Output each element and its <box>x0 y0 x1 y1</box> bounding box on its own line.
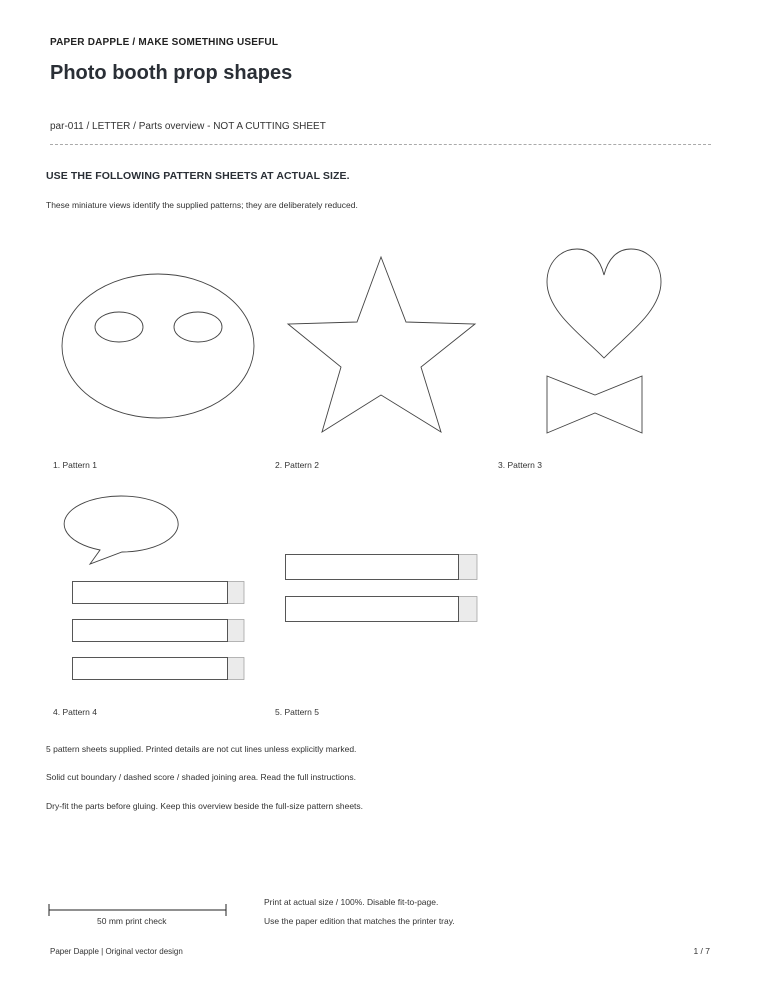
pattern-5-strip-1 <box>285 554 480 581</box>
pattern-3-bowtie-shape <box>546 375 644 435</box>
pattern-4-strip-2 <box>72 619 246 643</box>
page-number: 1 / 7 <box>693 946 710 956</box>
note-line-legend: Solid cut boundary / dashed score / shaded joining area. Read the full instructions. <box>46 772 356 782</box>
instructions-heading: USE THE FOLLOWING PATTERN SHEETS AT ACTUAL SIZE. <box>46 170 350 182</box>
dashed-divider <box>50 144 711 145</box>
pattern-2-star-shape <box>286 255 478 435</box>
pattern-4-strip-3 <box>72 657 246 681</box>
pattern-4-caption: 4. Pattern 4 <box>53 707 97 717</box>
pattern-1-mask-shape <box>60 268 260 420</box>
note-sheets-supplied: 5 pattern sheets supplied. Printed details are not cut lines unless explicitly marked. <box>46 744 357 754</box>
pattern-3-caption: 3. Pattern 3 <box>498 460 542 470</box>
pattern-4-speech-bubble-shape <box>70 495 188 567</box>
document-meta: par-011 / LETTER / Parts overview - NOT A CUTTING SHEET <box>50 121 326 132</box>
pattern-2-caption: 2. Pattern 2 <box>275 460 319 470</box>
print-instruction-1: Print at actual size / 100%. Disable fit-to-page. <box>264 897 439 907</box>
footer-credit: Paper Dapple | Original vector design <box>50 947 183 956</box>
scale-bar-label: 50 mm print check <box>97 916 167 926</box>
pattern-1-caption: 1. Pattern 1 <box>53 460 97 470</box>
pattern-3-heart-shape <box>544 247 664 362</box>
print-instruction-2: Use the paper edition that matches the printer tray. <box>264 916 455 926</box>
pattern-5-caption: 5. Pattern 5 <box>275 707 319 717</box>
pattern-5-strip-2 <box>285 596 480 623</box>
pattern-4-strip-1 <box>72 581 246 605</box>
instructions-intro: These miniature views identify the supplied patterns; they are deliberately reduced. <box>46 200 358 210</box>
page-title: Photo booth prop shapes <box>50 62 293 84</box>
brand-header: PAPER DAPPLE / MAKE SOMETHING USEFUL <box>50 37 279 48</box>
note-dry-fit: Dry-fit the parts before gluing. Keep this overview beside the full-size pattern sheets. <box>46 801 364 811</box>
scale-bar <box>48 903 228 917</box>
